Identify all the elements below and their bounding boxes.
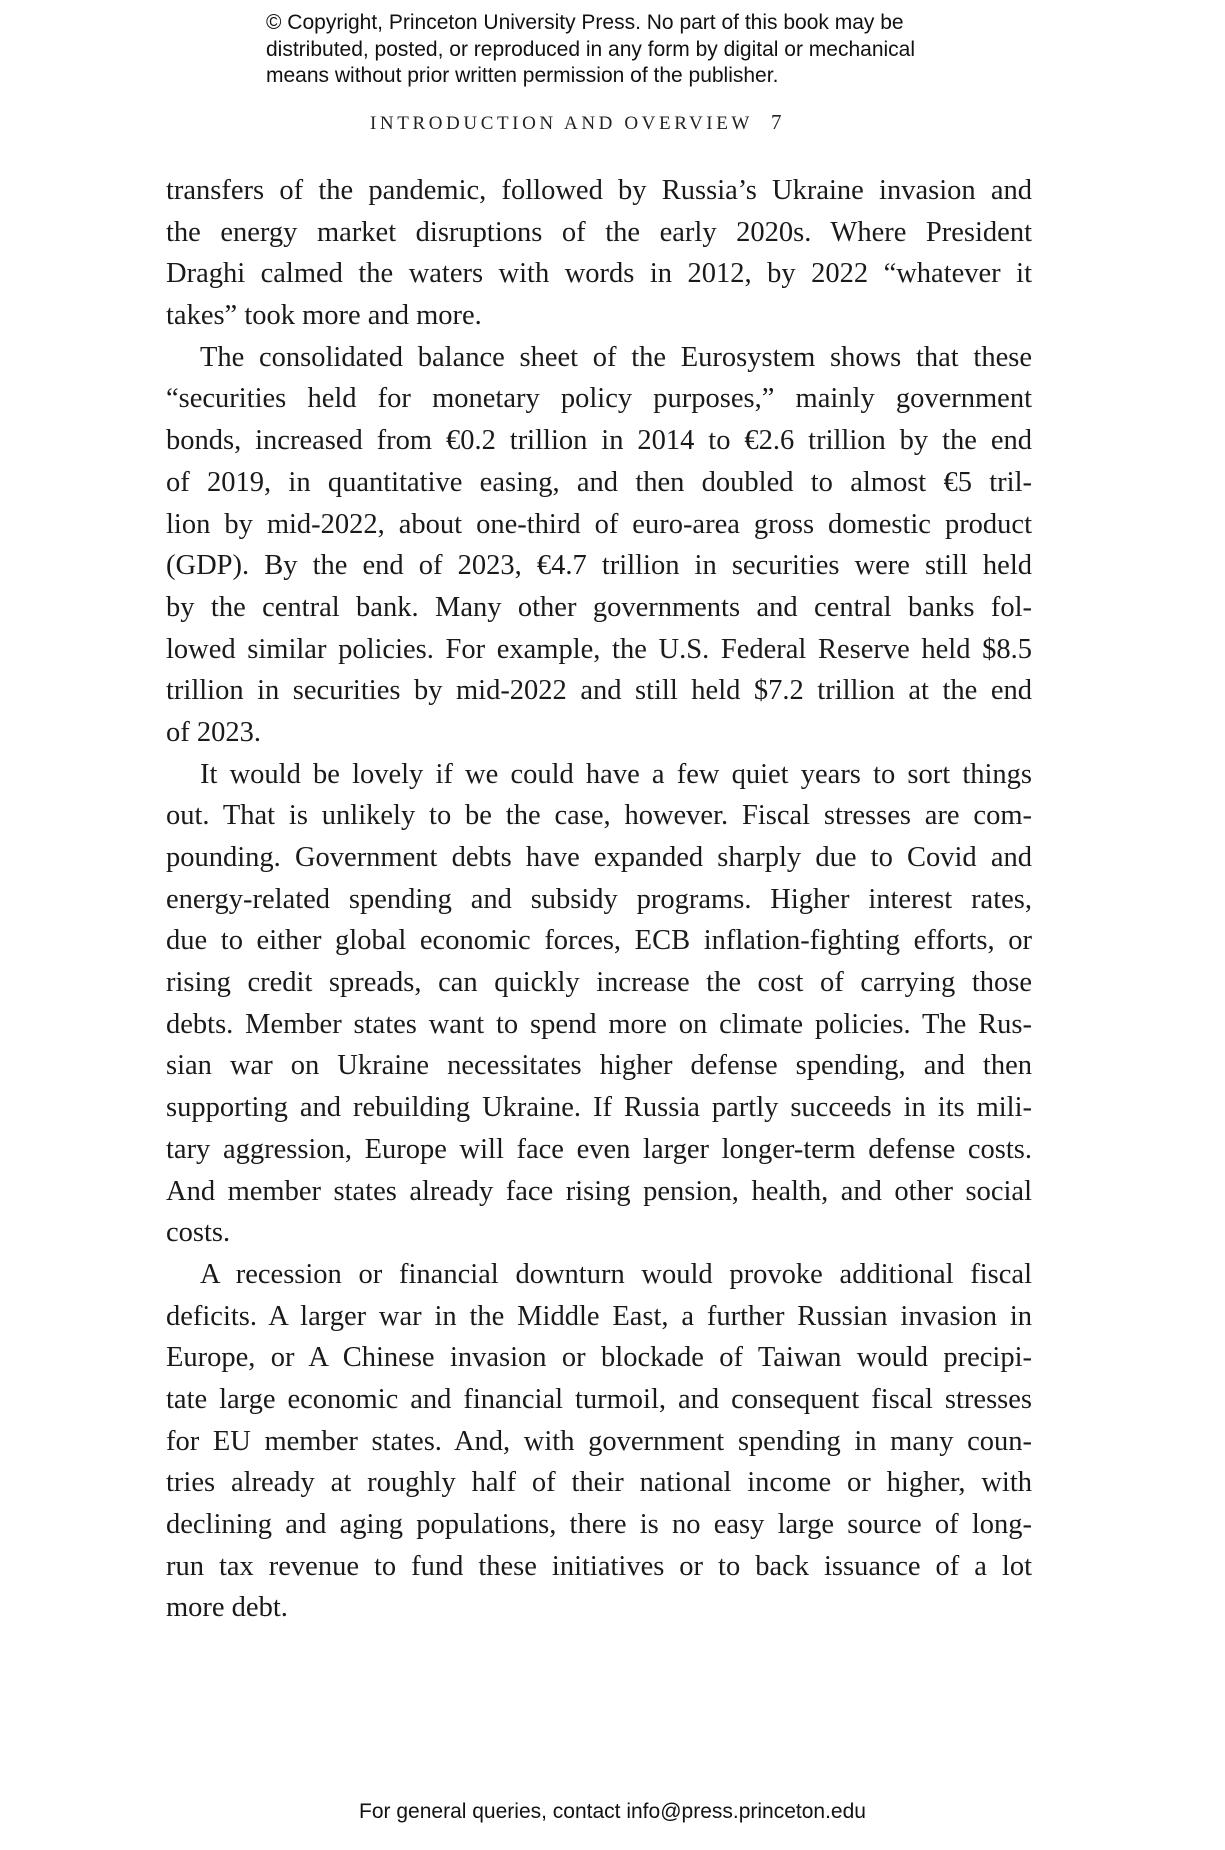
text-line: of 2019, in quantitative easing, and then doubled to almost €5 tril- — [166, 466, 1032, 498]
copyright-notice — [266, 10, 966, 90]
running-head-title: INTRODUCTION AND OVERVIEW — [370, 113, 753, 134]
text-line: rising credit spreads, can quickly increase the cost of carrying those — [166, 967, 1032, 999]
paragraph — [166, 337, 1032, 754]
paragraph — [166, 1254, 1032, 1629]
text-line: “securities held for monetary policy purposes,” mainly government — [166, 383, 1032, 415]
text-line: tries already at roughly half of their national income or higher, with — [166, 1467, 1032, 1499]
text-line: lowed similar policies. For example, the U.S. Federal Reserve held $8.5 — [166, 633, 1032, 665]
body-text — [166, 170, 1032, 1629]
text-line: lion by mid-2022, about one-third of euro-area gross domestic product — [166, 508, 1032, 540]
copyright-line: means without prior written permission of the publisher. — [266, 64, 779, 87]
text-line: energy-related spending and subsidy programs. Higher interest rates, — [166, 883, 1032, 915]
text-line: out. That is unlikely to be the case, however. Fiscal stresses are com- — [166, 800, 1032, 832]
text-line: the energy market disruptions of the early 2020s. Where President — [166, 216, 1032, 248]
text-line: transfers of the pandemic, followed by Russia’s Ukraine invasion and — [166, 175, 1032, 206]
footer-contact: For general queries, contact info@press.princeton.edu — [359, 1800, 866, 1823]
text-line: due to either global economic forces, ECB inflation-fighting efforts, or — [166, 925, 1032, 957]
text-line: by the central bank. Many other governments and central banks fol- — [166, 591, 1032, 623]
text-line: bonds, increased from €0.2 trillion in 2014 to €2.6 trillion by the end — [166, 425, 1032, 457]
text-line: sian war on Ukraine necessitates higher defense spending, and then — [166, 1050, 1032, 1082]
text-line: deficits. A larger war in the Middle East, a further Russian invasion in — [166, 1300, 1032, 1332]
running-head — [370, 110, 850, 135]
text-line: supporting and rebuilding Ukraine. If Russia partly succeeds in its mili- — [166, 1092, 1032, 1124]
text-line: run tax revenue to fund these initiatives or to back issuance of a lot — [166, 1550, 1032, 1582]
text-line: tate large economic and financial turmoil, and consequent fiscal stresses — [166, 1383, 1032, 1415]
page-number: 7 — [770, 110, 782, 134]
text-line: And member states already face rising pension, health, and other social — [166, 1175, 1032, 1207]
paragraph — [166, 170, 1032, 337]
text-line: more debt. — [166, 1592, 288, 1624]
text-line: A recession or financial downturn would provoke additional fiscal — [200, 1258, 1032, 1290]
text-line: Draghi calmed the waters with words in 2012, by 2022 “whatever it — [166, 258, 1032, 290]
text-line: The consolidated balance sheet of the Eurosystem shows that these — [200, 341, 1032, 373]
copyright-line: © Copyright, Princeton University Press. No part of this book may be — [266, 11, 904, 34]
text-line: debts. Member states want to spend more on climate policies. The Rus- — [166, 1008, 1032, 1040]
text-line: of 2023. — [166, 716, 261, 748]
text-line: It would be lovely if we could have a few quiet years to sort things — [200, 758, 1032, 790]
text-line: Europe, or A Chinese invasion or blockade of Taiwan would precipi- — [166, 1342, 1032, 1374]
text-line: costs. — [166, 1217, 231, 1249]
text-line: for EU member states. And, with government spending in many coun- — [166, 1425, 1032, 1457]
text-line: trillion in securities by mid-2022 and still held $7.2 trillion at the end — [166, 675, 1032, 707]
text-line: pounding. Government debts have expanded sharply due to Covid and — [166, 842, 1032, 873]
text-line: declining and aging populations, there is no easy large source of long- — [166, 1509, 1032, 1540]
text-line: (GDP). By the end of 2023, €4.7 trillion in securities were still held — [166, 550, 1032, 582]
copyright-line: distributed, posted, or reproduced in any form by digital or mechanical — [266, 37, 916, 61]
text-line: tary aggression, Europe will face even larger longer-term defense costs. — [166, 1133, 1032, 1165]
paragraph — [166, 754, 1032, 1254]
text-line: takes” took more and more. — [166, 300, 482, 332]
